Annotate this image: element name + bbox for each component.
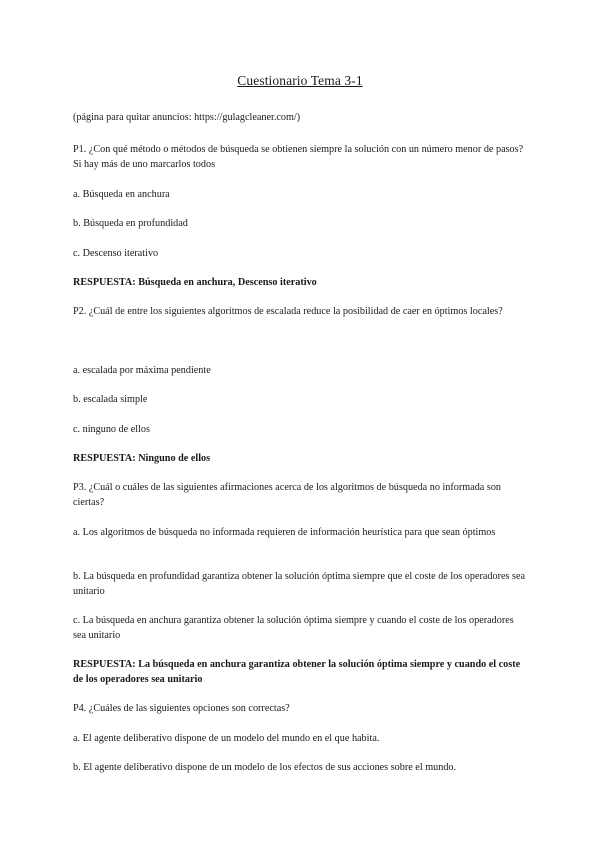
question-1-option-a: a. Búsqueda en anchura	[73, 189, 170, 200]
question-1-option-c: c. Descenso iterativo	[73, 248, 159, 259]
question-3-answer: RESPUESTA: La búsqueda en anchura garantiza obtener la solución óptima siempre y cuando el coste de los operadores sea unitario	[73, 659, 521, 685]
question-2-option-a: a. escalada por máxima pendiente	[73, 365, 211, 376]
question-1-option-b: b. Búsqueda en profundidad	[73, 218, 188, 229]
question-2-option-b: b. escalada simple	[73, 394, 148, 405]
question-3-text: P3. ¿Cuál o cuáles de las siguientes afirmaciones acerca de los algoritmos de búsqueda no informada son ciertas?	[73, 482, 502, 508]
question-4-option-b: b. El agente deliberativo dispone de un modelo de los efectos de sus acciones sobre el mundo.	[73, 762, 457, 773]
question-3-option-a: a. Los algoritmos de búsqueda no informada requieren de información heurística para que sean óptimos	[73, 527, 496, 538]
question-4-option-a: a. El agente deliberativo dispone de un modelo del mundo en el que habita.	[73, 733, 380, 744]
question-1-text: P1. ¿Con qué método o métodos de búsqueda se obtienen siempre la solución con un número menor de pasos? Si hay más de uno marcarlos todos	[73, 144, 524, 170]
question-2-text: P2. ¿Cuál de entre los siguientes algoritmos de escalada reduce la posibilidad de caer en óptimos locales?	[73, 306, 503, 317]
question-3-option-c: c. La búsqueda en anchura garantiza obtener la solución óptima siempre y cuando el coste de los operadores sea unitario	[73, 615, 514, 641]
question-1-answer: RESPUESTA: Búsqueda en anchura, Descenso iterativo	[73, 277, 317, 288]
question-2-option-c: c. ninguno de ellos	[73, 424, 150, 435]
question-2-answer: RESPUESTA: Ninguno de ellos	[73, 453, 211, 464]
page-title: Cuestionario Tema 3-1	[237, 73, 363, 88]
ad-removal-note: (página para quitar anuncios: https://gulagcleaner.com/)	[73, 112, 301, 123]
question-3-option-b: b. La búsqueda en profundidad garantiza obtener la solución óptima siempre que el coste de los operadores sea unitario	[73, 571, 526, 597]
question-4-text: P4. ¿Cuáles de las siguientes opciones son correctas?	[73, 703, 290, 714]
